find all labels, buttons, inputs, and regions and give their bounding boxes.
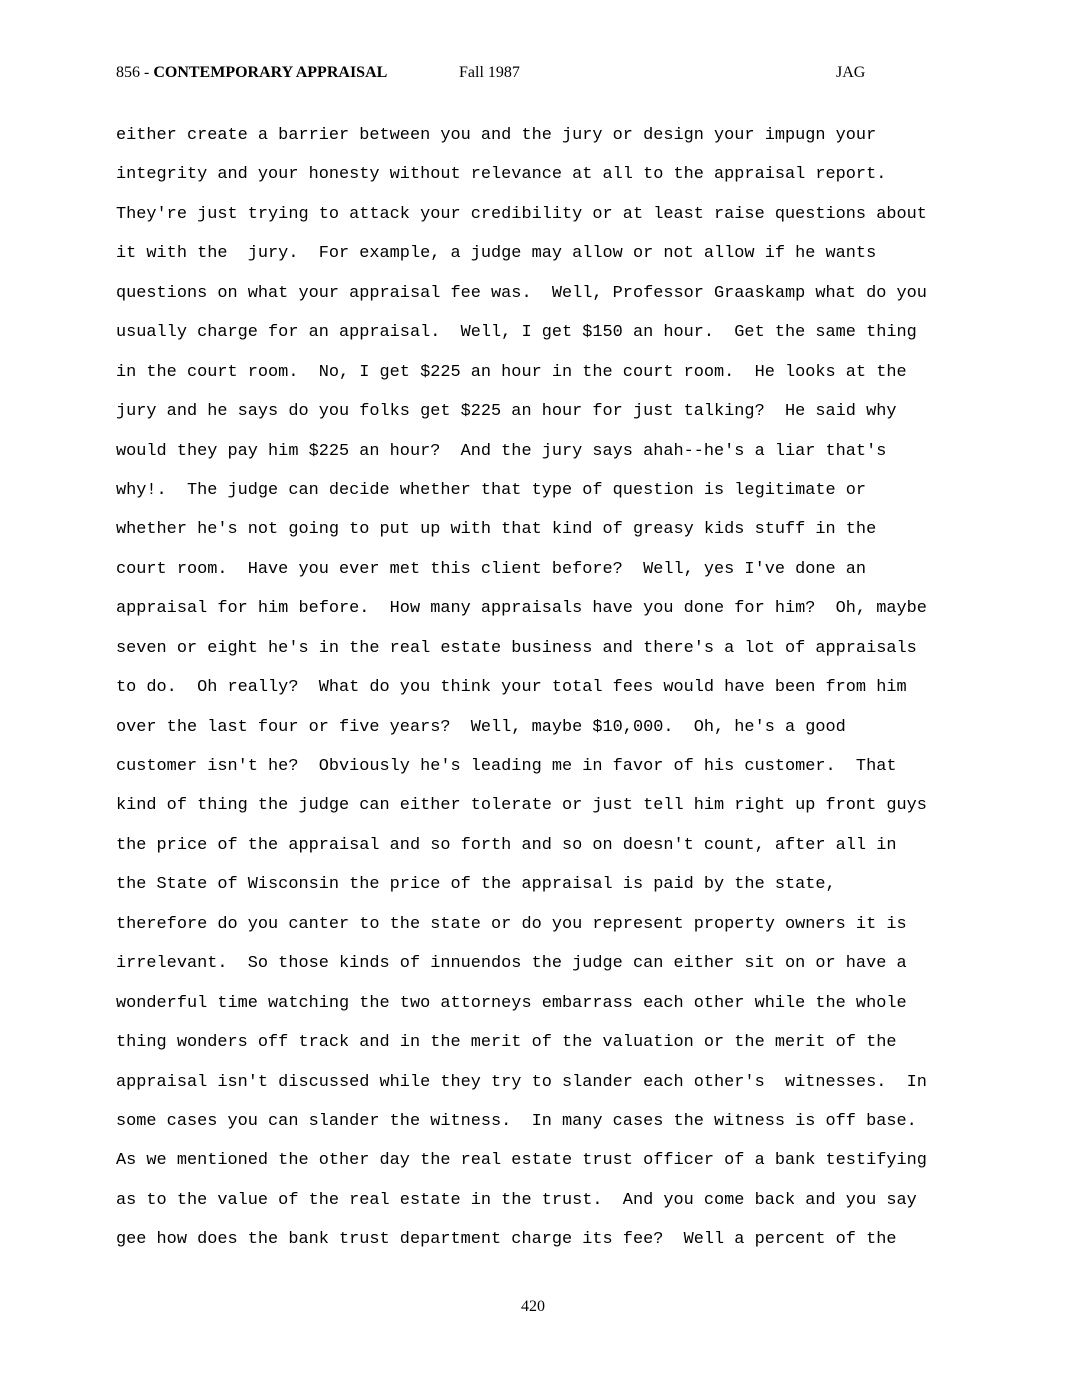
text-line: over the last four or five years? Well, maybe $10,000. Oh, he's a good <box>116 717 846 737</box>
page-number: 420 <box>521 1298 545 1315</box>
text-line: gee how does the bank trust department charge its fee? Well a percent of the <box>116 1230 897 1250</box>
text-line: whether he's not going to put up with that kind of greasy kids stuff in the <box>116 520 877 540</box>
text-line: They're just trying to attack your credibility or at least raise questions about <box>116 204 927 224</box>
text-line: As we mentioned the other day the real estate trust officer of a bank testifying <box>116 1151 927 1171</box>
page-prefix: 856 - <box>116 64 154 81</box>
course-title: CONTEMPORARY APPRAISAL <box>153 64 388 81</box>
text-line: questions on what your appraisal fee was. Well, Professor Graaskamp what do you <box>116 283 927 303</box>
text-line: appraisal for him before. How many appraisals have you done for him? Oh, maybe <box>116 599 927 619</box>
text-line: thing wonders off track and in the merit of the valuation or the merit of the <box>116 1033 897 1053</box>
text-line: to do. Oh really? What do you think your total fees would have been from him <box>116 678 907 698</box>
page-header <box>0 62 1066 84</box>
author-initials: JAG <box>836 64 866 81</box>
text-line: jury and he says do you folks get $225 an hour for just talking? He said why <box>116 402 897 422</box>
text-line: either create a barrier between you and the jury or design your impugn your <box>116 126 877 145</box>
term-label: Fall 1987 <box>459 64 520 81</box>
text-line: why!. The judge can decide whether that type of question is legitimate or <box>116 480 867 500</box>
transcript-body <box>116 116 956 1260</box>
text-line: appraisal isn't discussed while they try to slander each other's witnesses. In <box>116 1072 927 1092</box>
text-line: would they pay him $225 an hour? And the jury says ahah--he's a liar that's <box>116 441 887 461</box>
text-line: integrity and your honesty without relevance at all to the appraisal report. <box>116 165 887 185</box>
text-line: in the court room. No, I get $225 an hour in the court room. He looks at the <box>116 362 907 382</box>
text-line: kind of thing the judge can either tolerate or just tell him right up front guys <box>116 796 927 816</box>
text-line: the State of Wisconsin the price of the appraisal is paid by the state, <box>116 875 836 895</box>
text-line: wonderful time watching the two attorneys embarrass each other while the whole <box>116 993 907 1013</box>
course-heading <box>116 62 387 84</box>
text-line: therefore do you canter to the state or do you represent property owners it is <box>116 914 907 934</box>
text-line: customer isn't he? Obviously he's leading me in favor of his customer. That <box>116 757 897 776</box>
text-line: it with the jury. For example, a judge may allow or not allow if he wants <box>116 244 877 264</box>
text-line: court room. Have you ever met this client before? Well, yes I've done an <box>116 559 867 579</box>
text-line: some cases you can slander the witness. In many cases the witness is off base. <box>116 1111 917 1131</box>
text-line: seven or eight he's in the real estate business and there's a lot of appraisals <box>116 638 917 658</box>
text-line: the price of the appraisal and so forth and so on doesn't count, after all in <box>116 835 897 855</box>
text-line: as to the value of the real estate in the trust. And you come back and you say <box>116 1190 917 1210</box>
text-line: usually charge for an appraisal. Well, I get $150 an hour. Get the same thing <box>116 323 917 343</box>
text-line: irrelevant. So those kinds of innuendos the judge can either sit on or have a <box>116 954 907 974</box>
